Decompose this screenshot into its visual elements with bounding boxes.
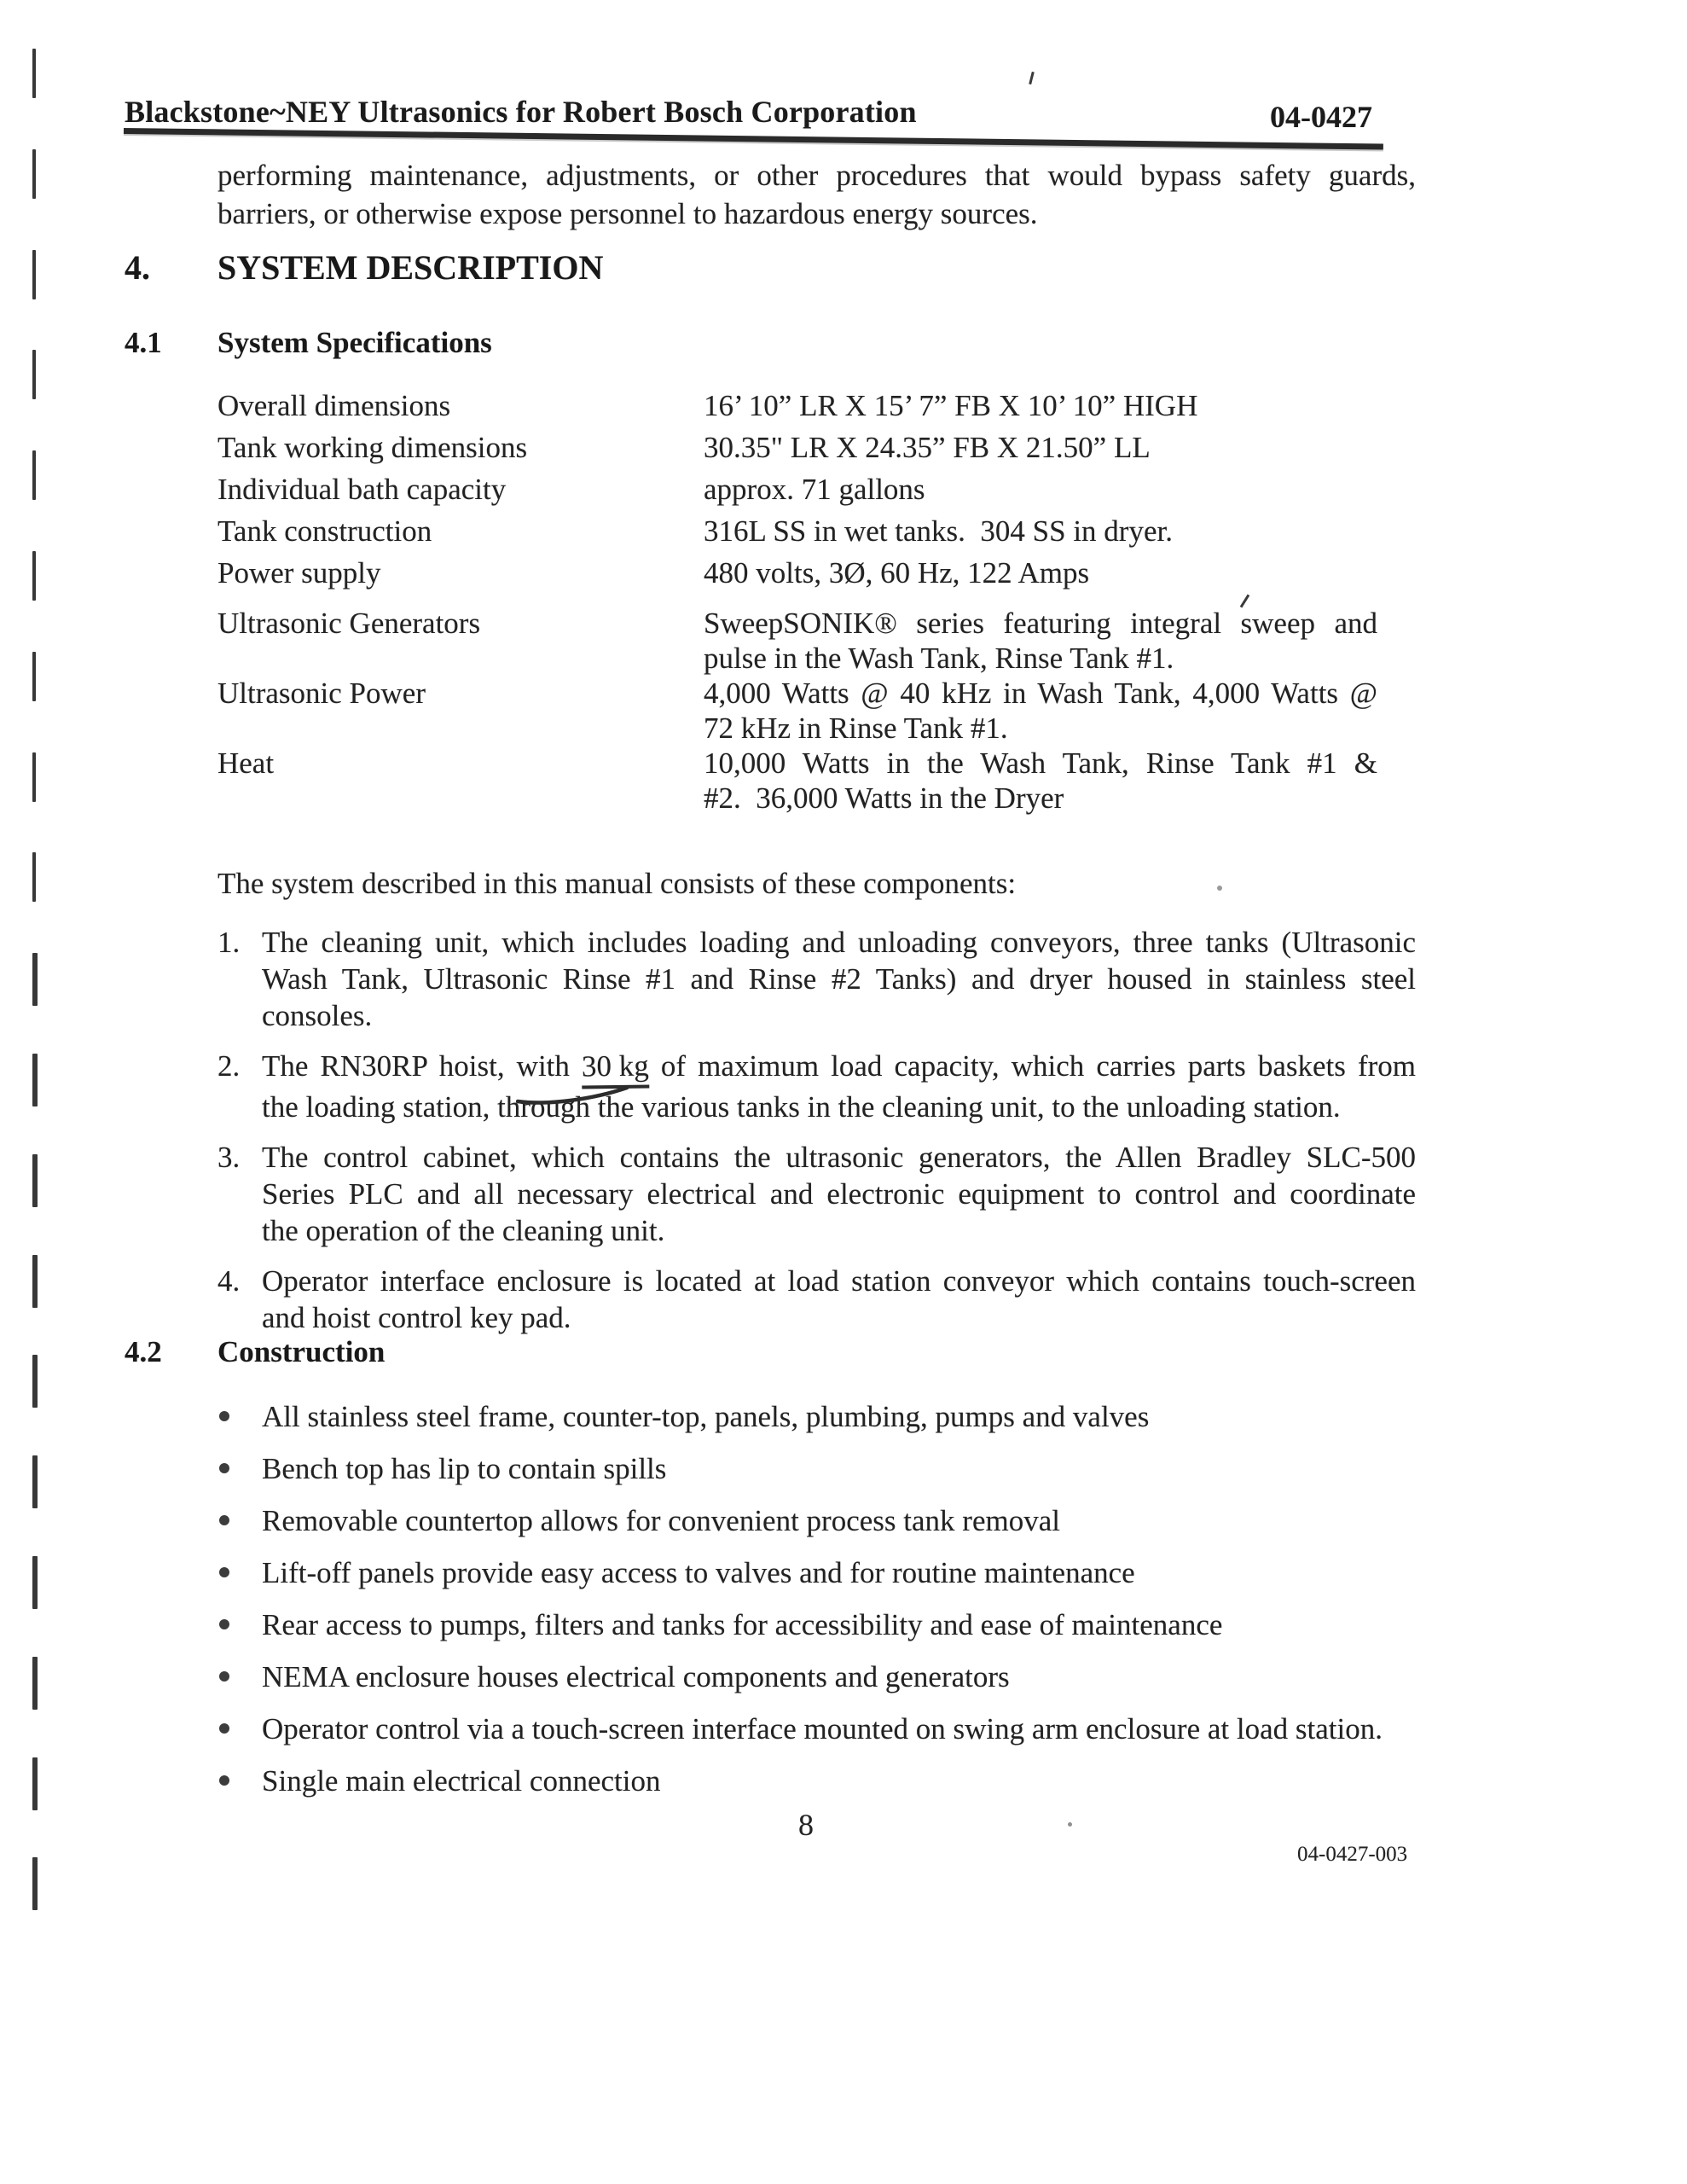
binding-mark: [32, 953, 38, 1006]
spec-row: [217, 676, 1377, 746]
spec-label: Ultrasonic Generators: [217, 607, 481, 640]
bullet-dot-icon: [219, 1723, 229, 1734]
spec-value-line: 30.35" LR X 24.35” FB X 21.50” LL: [704, 431, 1151, 464]
component-text-line: Operator interface enclosure is located at load station conveyor which contains touch-screen: [262, 1264, 1416, 1298]
component-number: 2.: [217, 1049, 241, 1083]
section-4-2-heading: [125, 1335, 385, 1369]
bullet-text: NEMA enclosure houses electrical components and generators: [262, 1660, 1010, 1693]
component-text-line: and hoist control key pad.: [262, 1301, 571, 1334]
bullet-item: [219, 1606, 1417, 1643]
component-item: [217, 924, 1416, 1034]
binding-mark: [32, 1054, 38, 1107]
section-title: System Specifications: [217, 326, 492, 359]
component-text-line: Series PLC and all necessary electrical and electronic equipment to control and coordinate: [262, 1177, 1416, 1211]
binding-mark: [32, 1154, 38, 1207]
spec-value-line: 316L SS in wet tanks. 304 SS in dryer.: [704, 514, 1173, 548]
bullet-item: [219, 1658, 1417, 1695]
binding-mark: [32, 350, 36, 399]
component-item: [217, 1048, 1416, 1125]
component-text-line: the operation of the cleaning unit.: [262, 1214, 665, 1247]
component-text: [262, 924, 1416, 1034]
component-number: 3.: [217, 1141, 241, 1174]
binding-mark: [32, 1455, 38, 1508]
component-text: [262, 1048, 1416, 1125]
spec-value-line: 4,000 Watts @ 40 kHz in Wash Tank, 4,000 Watts @: [704, 677, 1377, 710]
intro-line: barriers, or otherwise expose personnel to hazardous energy sources.: [217, 197, 1038, 230]
spec-label: Overall dimensions: [217, 389, 451, 422]
binding-mark: [32, 1757, 38, 1810]
spec-value: [704, 472, 1377, 507]
binding-mark: [32, 1657, 38, 1710]
section-4-1-heading: [125, 326, 492, 360]
component-text-line: consoles.: [262, 999, 373, 1032]
bullet-dot-icon: [219, 1619, 229, 1629]
spec-value-line: approx. 71 gallons: [704, 473, 925, 506]
bullet-dot-icon: [219, 1515, 229, 1525]
scan-artifact: [1068, 1822, 1072, 1827]
spec-value: [704, 606, 1377, 676]
binding-mark: [32, 149, 36, 199]
section-title: SYSTEM DESCRIPTION: [217, 248, 604, 287]
bullet-item: [219, 1502, 1417, 1539]
binding-mark: [32, 1556, 38, 1609]
spec-row: [217, 388, 1377, 423]
section-number: 4.1: [125, 326, 162, 359]
section-number: 4.2: [125, 1335, 162, 1368]
bullet-item: [219, 1763, 1417, 1799]
components-list: [217, 924, 1416, 1350]
binding-mark: [32, 1255, 38, 1308]
component-item: [217, 1263, 1416, 1336]
scan-artifact: [1217, 886, 1222, 891]
page-number: 8: [798, 1808, 814, 1842]
bullet-item: [219, 1554, 1417, 1591]
component-number: 1.: [217, 926, 241, 959]
spec-value: [704, 676, 1377, 746]
component-text: [262, 1139, 1416, 1249]
binding-mark: [32, 852, 36, 902]
bullet-dot-icon: [219, 1775, 229, 1786]
binding-mark: [32, 450, 36, 500]
bullet-text: Bench top has lip to contain spills: [262, 1452, 667, 1485]
section-4-heading: [125, 247, 603, 288]
bullet-item: [219, 1711, 1417, 1747]
binding-mark: [32, 652, 36, 701]
binding-mark: [32, 250, 36, 299]
spec-label: Individual bath capacity: [217, 473, 507, 506]
spec-value-line: 16’ 10” LR X 15’ 7” FB X 10’ 10” HIGH: [704, 389, 1198, 422]
bullet-dot-icon: [219, 1463, 229, 1473]
binding-mark: [32, 752, 36, 802]
spec-value: [704, 555, 1377, 590]
bullet-text: Lift-off panels provide easy access to valves and for routine maintenance: [262, 1556, 1135, 1589]
header-rule: [124, 128, 1383, 150]
binding-mark: [32, 551, 36, 601]
section-number: 4.: [125, 248, 150, 287]
footer-doc-code: 04-0427-003: [1297, 1843, 1408, 1866]
bullet-text: Single main electrical connection: [262, 1764, 661, 1798]
bullet-text: Removable countertop allows for convenient process tank removal: [262, 1504, 1060, 1537]
bullet-dot-icon: [219, 1411, 229, 1421]
component-item: [217, 1139, 1416, 1249]
spec-value-line: 10,000 Watts in the Wash Tank, Rinse Tank #1 &: [704, 746, 1377, 780]
bullet-list: [219, 1398, 1417, 1815]
component-text-line: The RN30RP hoist, with 30 kg of maximum load capacity, which carries parts baskets from: [262, 1048, 1416, 1089]
binding-mark: [32, 1857, 38, 1910]
spec-label: Heat: [217, 746, 275, 780]
spec-row: [217, 472, 1377, 507]
spec-value-line: 480 volts, 3Ø, 60 Hz, 122 Amps: [704, 556, 1090, 590]
bullet-dot-icon: [219, 1567, 229, 1577]
intro-paragraph: [217, 156, 1416, 233]
bullet-text: Rear access to pumps, filters and tanks for accessibility and ease of maintenance: [262, 1608, 1223, 1641]
spec-value-line: SweepSONIK® series featuring integral sweep and: [704, 607, 1377, 640]
spec-value-line: #2. 36,000 Watts in the Dryer: [704, 781, 1064, 815]
component-text-line: The control cabinet, which contains the ultrasonic generators, the Allen Bradley SLC-500: [262, 1141, 1416, 1174]
spec-label: Ultrasonic Power: [217, 677, 426, 710]
bullet-text: All stainless steel frame, counter-top, panels, plumbing, pumps and valves: [262, 1400, 1150, 1433]
bullet-dot-icon: [219, 1671, 229, 1682]
spec-label: Power supply: [217, 556, 381, 590]
spec-value: [704, 388, 1377, 423]
header-doc-number: 04-0427: [1270, 100, 1372, 134]
spec-row: [217, 606, 1377, 676]
scan-artifact: [1029, 72, 1035, 84]
header-title: Blackstone~NEY Ultrasonics for Robert Bosch Corporation: [125, 95, 917, 129]
spec-row: [217, 514, 1377, 549]
section-title: Construction: [217, 1335, 386, 1368]
spec-label: Tank working dimensions: [217, 431, 528, 464]
component-text-line: Wash Tank, Ultrasonic Rinse #1 and Rinse #2 Tanks) and dryer housed in stainless steel: [262, 962, 1416, 996]
spec-value: [704, 746, 1377, 816]
bullet-item: [219, 1398, 1417, 1435]
spec-row: [217, 555, 1377, 590]
component-text: [262, 1263, 1416, 1336]
spec-row: [217, 430, 1377, 465]
binding-mark: [32, 49, 36, 98]
spec-row: [217, 746, 1377, 816]
component-text-line: the loading station, through the various tanks in the cleaning unit, to the unloading station.: [262, 1090, 1341, 1124]
spec-label: Tank construction: [217, 514, 432, 548]
bullet-item: [219, 1450, 1417, 1487]
spec-table: [217, 382, 1377, 816]
spec-value-line: 72 kHz in Rinse Tank #1.: [704, 712, 1008, 745]
binding-mark: [32, 1355, 38, 1408]
intro-line: performing maintenance, adjustments, or other procedures that would bypass safety guards,: [217, 159, 1416, 192]
components-intro: The system described in this manual consists of these components:: [217, 867, 1017, 900]
bullet-text: Operator control via a touch-screen interface mounted on swing arm enclosure at load station.: [262, 1712, 1383, 1745]
spec-value: [704, 514, 1377, 549]
pen-underline: 30 kg: [582, 1047, 649, 1089]
component-number: 4.: [217, 1264, 241, 1298]
component-text-line: The cleaning unit, which includes loading and unloading conveyors, three tanks (Ultrasonic: [262, 926, 1416, 959]
spec-value-line: pulse in the Wash Tank, Rinse Tank #1.: [704, 642, 1174, 675]
spec-value: [704, 430, 1377, 465]
